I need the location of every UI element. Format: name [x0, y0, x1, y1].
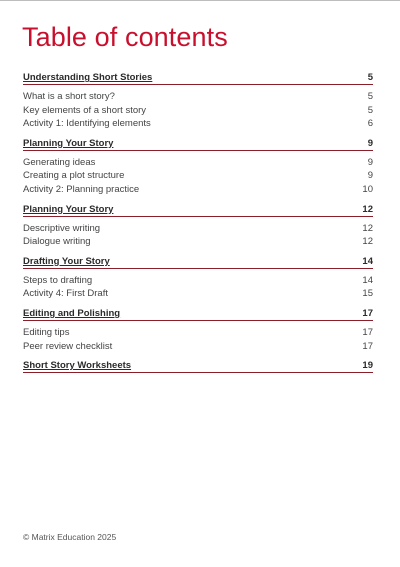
toc-section [23, 204, 373, 249]
toc-section [23, 138, 373, 197]
toc-section-heading[interactable] [23, 256, 373, 269]
section-page-number: 14 [362, 255, 373, 267]
section-heading-label: Short Story Worksheets [23, 360, 132, 372]
section-page-number: 17 [362, 307, 373, 319]
section-heading-label: Editing and Polishing [23, 307, 121, 319]
toc-section [23, 72, 373, 131]
entry-label: Peer review checklist [23, 340, 113, 352]
toc-entry[interactable] [23, 90, 373, 104]
table-of-contents [23, 72, 373, 380]
entry-label: Activity 1: Identifying elements [23, 118, 151, 130]
copyright-footer: © Matrix Education 2025 [23, 532, 117, 542]
page-title: Table of contents [22, 22, 228, 52]
page-top-edge [0, 0, 400, 1]
section-page-number: 5 [367, 72, 373, 83]
toc-section [23, 256, 373, 301]
entry-page-number: 5 [367, 104, 373, 116]
section-heading-label: Planning Your Story [23, 203, 114, 215]
entry-page-number: 12 [362, 222, 373, 234]
toc-entry[interactable] [23, 222, 373, 236]
entry-page-number: 10 [362, 183, 373, 195]
toc-entry[interactable] [23, 274, 373, 288]
entry-page-number: 12 [362, 236, 373, 248]
toc-section-heading[interactable] [23, 204, 373, 217]
entry-page-number: 5 [367, 91, 373, 102]
toc-section-heading[interactable] [23, 308, 373, 321]
toc-section-heading[interactable] [23, 360, 373, 373]
entry-label: Steps to drafting [23, 274, 93, 286]
entry-label: Descriptive writing [23, 222, 101, 234]
entry-label: Editing tips [23, 326, 70, 338]
toc-section [23, 308, 373, 353]
toc-entry[interactable] [23, 117, 373, 131]
section-page-number: 9 [367, 137, 373, 149]
entry-page-number: 17 [362, 326, 373, 338]
entry-page-number: 14 [362, 274, 373, 286]
toc-entry[interactable] [23, 235, 373, 249]
section-heading-label: Drafting Your Story [23, 255, 110, 267]
entry-label: Creating a plot structure [23, 170, 125, 182]
section-page-number: 19 [362, 360, 373, 372]
entry-page-number: 9 [367, 156, 373, 168]
toc-section [23, 360, 373, 373]
section-page-number: 12 [362, 203, 373, 215]
toc-section-heading[interactable] [23, 72, 373, 85]
toc-entry[interactable] [23, 340, 373, 354]
toc-entry[interactable] [23, 287, 373, 301]
entry-page-number: 15 [362, 288, 373, 300]
entry-label: Key elements of a short story [23, 104, 147, 116]
entry-page-number: 6 [367, 118, 373, 130]
toc-section-heading[interactable] [23, 138, 373, 151]
entry-label: Dialogue writing [23, 236, 91, 248]
entry-page-number: 17 [362, 340, 373, 352]
entry-label: Activity 2: Planning practice [23, 183, 140, 195]
entry-page-number: 9 [367, 170, 373, 182]
entry-label: What is a short story? [23, 91, 115, 102]
toc-entry[interactable] [23, 104, 373, 118]
entry-label: Activity 4: First Draft [23, 288, 108, 300]
toc-entry[interactable] [23, 326, 373, 340]
entry-label: Generating ideas [23, 156, 96, 168]
section-heading-label: Understanding Short Stories [23, 72, 153, 83]
toc-entry[interactable] [23, 156, 373, 170]
toc-entry[interactable] [23, 183, 373, 197]
section-heading-label: Planning Your Story [23, 137, 114, 149]
toc-entry[interactable] [23, 169, 373, 183]
